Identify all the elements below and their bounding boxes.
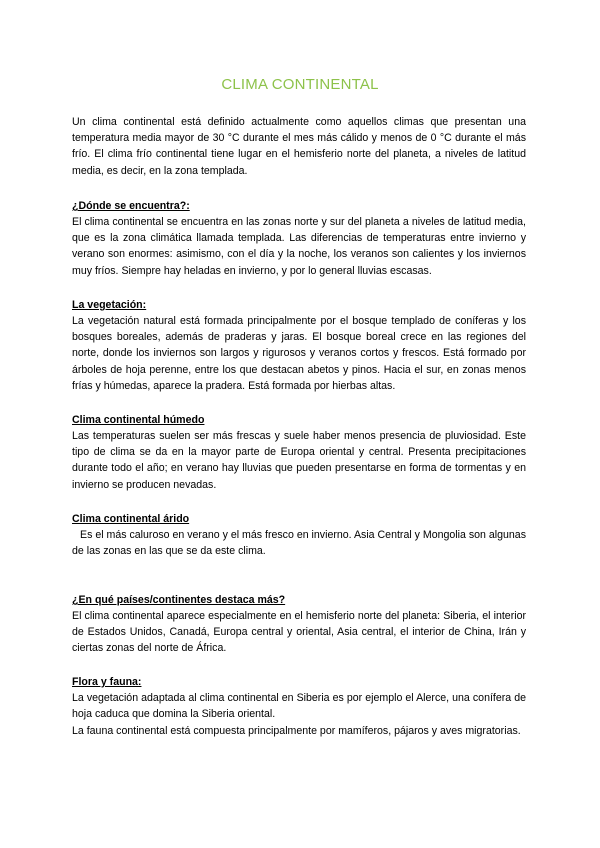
section-heading-donde: ¿Dónde se encuentra?: (72, 200, 190, 212)
section-body-humedo: Las temperaturas suelen ser más frescas y suele haber menos presencia de pluviosidad. Este tipo de clima se da en la mayor parte de Europa oriental y central. Presenta precipitaciones durante todo el año; en verano hay lluvias que pueden presentarse en forma de tormentas y en invierno se producen nevadas. (72, 430, 526, 491)
page-title: CLIMA CONTINENTAL (221, 76, 379, 93)
section-heading-vegetacion: La vegetación: (72, 299, 147, 311)
section-body-donde: El clima continental se encuentra en las zonas norte y sur del planeta a niveles de latitud media, que es la zona climática llamada templada. Las diferencias de temperaturas entre invierno y verano son enormes: asimismo, con el día y la noche, los veranos son calientes y los inviernos muy fríos. Siempre hay heladas en invierno, y por lo general lluvias escasas. (72, 216, 526, 277)
section-heading-paises: ¿En qué países/continentes destaca más? (72, 594, 286, 606)
section-body-vegetacion: La vegetación natural está formada principalmente por el bosque templado de coníferas y los bosques boreales, además de praderas y jaras. El bosque boreal crece en las regiones del norte, donde los inviernos son largos y rigurosos y veranos cortos y frescos. Está formado por árboles de hoja perenne, entre los que destacan abetos y pinos. Hacia el sur, en zonas menos frías y húmedas, aparece la pradera. Está formada por hierbas altas. (72, 315, 526, 392)
section-heading-arido: Clima continental árido (72, 513, 190, 525)
intro-paragraph: Un clima continental está definido actualmente como aquellos climas que presentan una temperatura media mayor de 30 °C durante el mes más cálido y menos de 0 °C durante el más frío. El clima frío continental tiene lugar en el hemisferio norte del planeta, a niveles de latitud media, es decir, en la zona templada. (72, 116, 526, 177)
section-heading-flora-fauna: Flora y fauna: (72, 676, 142, 688)
section-body-flora: La vegetación adaptada al clima continental en Siberia es por ejemplo el Alerce, una conífera de hoja caduca que domina la Siberia oriental. (72, 692, 526, 721)
section-body-paises: El clima continental aparece especialmente en el hemisferio norte del planeta: Siberia, el interior de Estados Unidos, Canadá, Europa central y oriental, Asia central, el interior de China, Irán y ciertas zonas del norte de África. (72, 610, 526, 655)
section-heading-humedo: Clima continental húmedo (72, 414, 205, 426)
section-body-fauna: La fauna continental está compuesta principalmente por mamíferos, pájaros y aves migratorias. (72, 725, 521, 737)
section-body-arido: Es el más caluroso en verano y el más fresco en invierno. Asia Central y Mongolia son algunas de las zonas en las que se da este clima. (72, 529, 526, 558)
